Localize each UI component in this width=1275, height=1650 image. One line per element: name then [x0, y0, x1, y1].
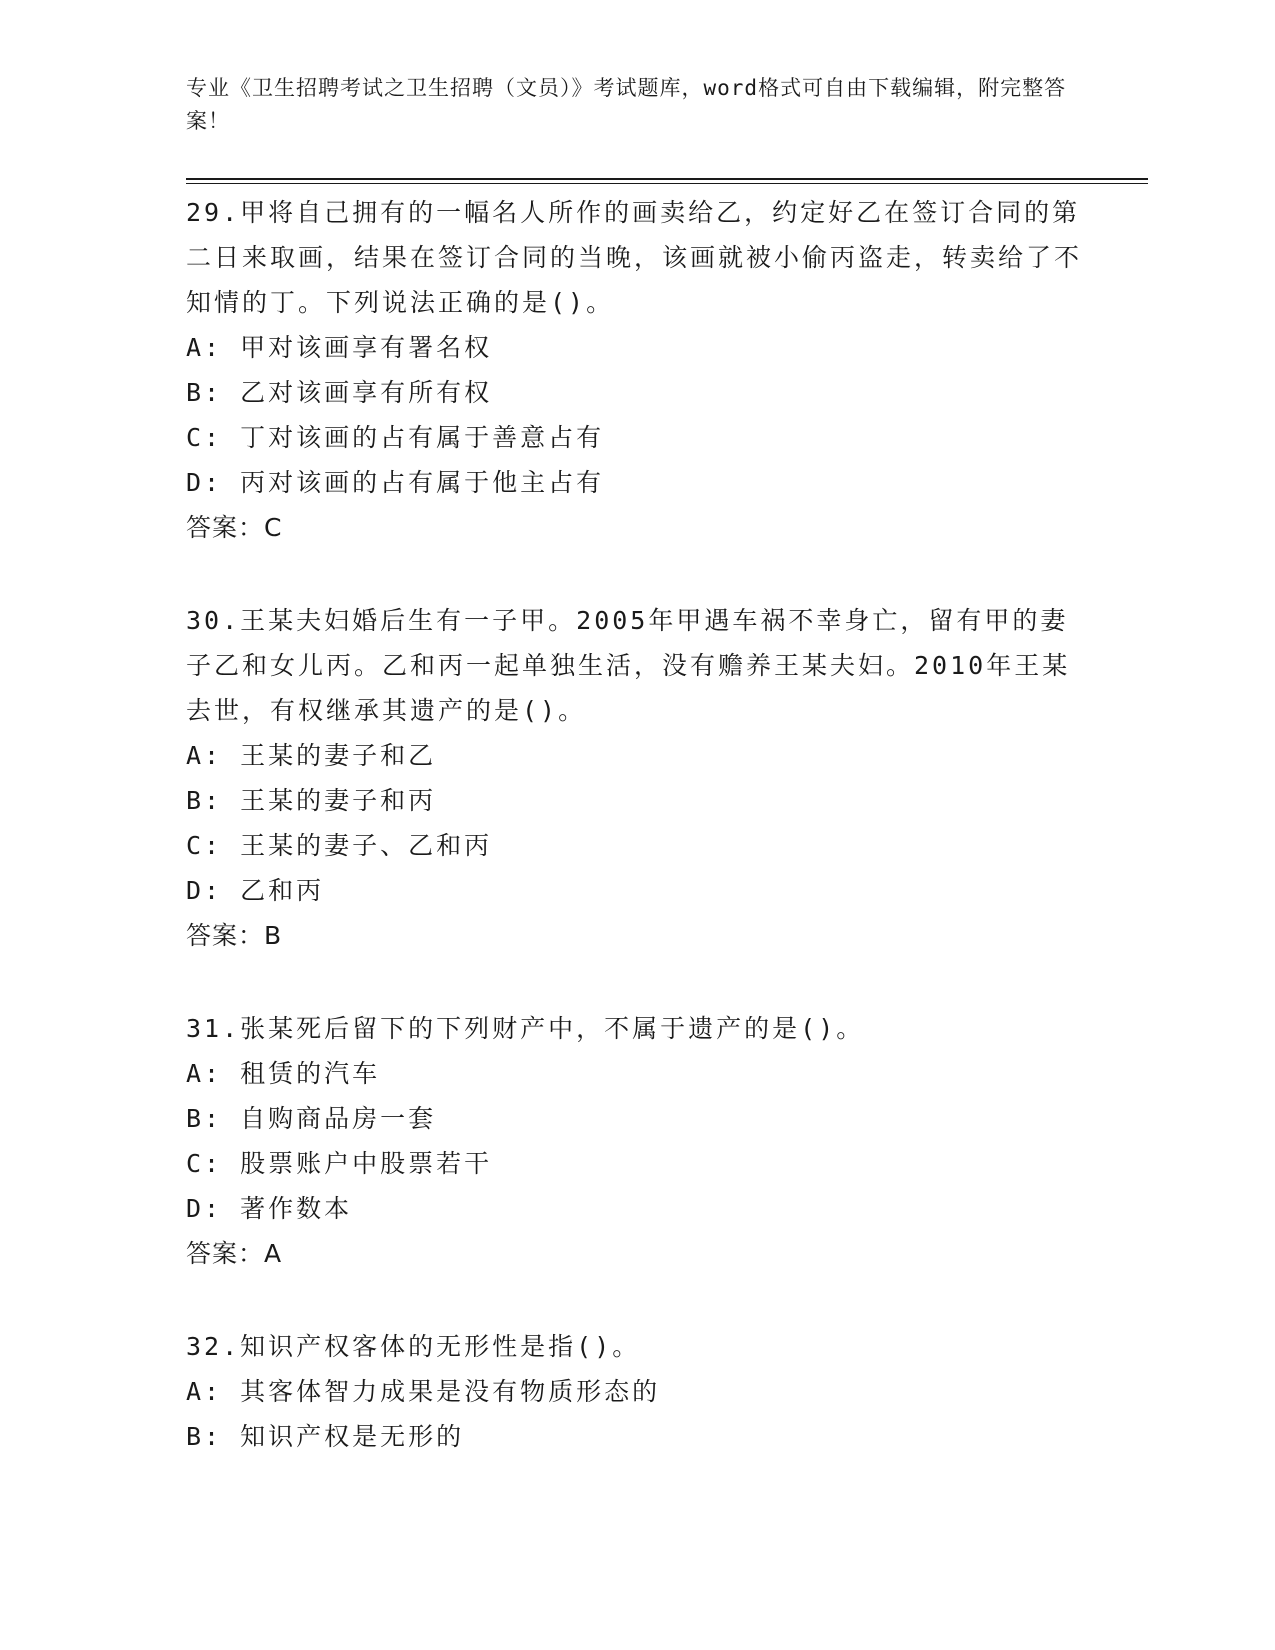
question-stem: 29.甲将自己拥有的一幅名人所作的画卖给乙，约定好乙在签订合同的第二日来取画，结果在签订合同的当晚，该画就被小偷丙盗走，转卖给了不知情的丁。下列说法正确的是()。 [186, 198, 1083, 317]
option-a: A: 甲对该画享有署名权 [186, 333, 493, 362]
header-divider-thin [186, 183, 1148, 184]
option-a: A: 其客体智力成果是没有物质形态的 [186, 1377, 661, 1406]
question-32 [186, 1324, 1086, 1459]
question-31 [186, 1006, 1086, 1276]
option-c: C: 王某的妻子、乙和丙 [186, 831, 493, 860]
option-c: C: 股票账户中股票若干 [186, 1149, 493, 1178]
question-list [186, 190, 1086, 1459]
answer-label: 答案：C [186, 513, 283, 542]
option-b: B: 自购商品房一套 [186, 1104, 437, 1133]
option-d: D: 丙对该画的占有属于他主占有 [186, 468, 605, 497]
header-divider-thick [186, 178, 1148, 180]
option-c: C: 丁对该画的占有属于善意占有 [186, 423, 605, 452]
option-a: A: 王某的妻子和乙 [186, 741, 437, 770]
option-a: A: 租赁的汽车 [186, 1059, 381, 1088]
question-stem: 32.知识产权客体的无形性是指()。 [186, 1332, 641, 1361]
answer-label: 答案：B [186, 921, 283, 950]
question-29 [186, 190, 1086, 550]
option-b: B: 知识产权是无形的 [186, 1422, 465, 1451]
answer-label: 答案：A [186, 1239, 283, 1268]
option-d: D: 乙和丙 [186, 876, 325, 905]
option-d: D: 著作数本 [186, 1194, 353, 1223]
question-stem: 30.王某夫妇婚后生有一子甲。2005年甲遇车祸不幸身亡，留有甲的妻子乙和女儿丙。乙和丙一起单独生活，没有赡养王某夫妇。2010年王某去世，有权继承其遗产的是()。 [186, 606, 1071, 725]
question-30 [186, 598, 1086, 958]
option-b: B: 王某的妻子和丙 [186, 786, 437, 815]
document-header: 专业《卫生招聘考试之卫生招聘（文员）》考试题库，word格式可自由下载编辑，附完整答案！ [186, 76, 1067, 133]
option-b: B: 乙对该画享有所有权 [186, 378, 493, 407]
question-stem: 31.张某死后留下的下列财产中，不属于遗产的是()。 [186, 1014, 865, 1043]
